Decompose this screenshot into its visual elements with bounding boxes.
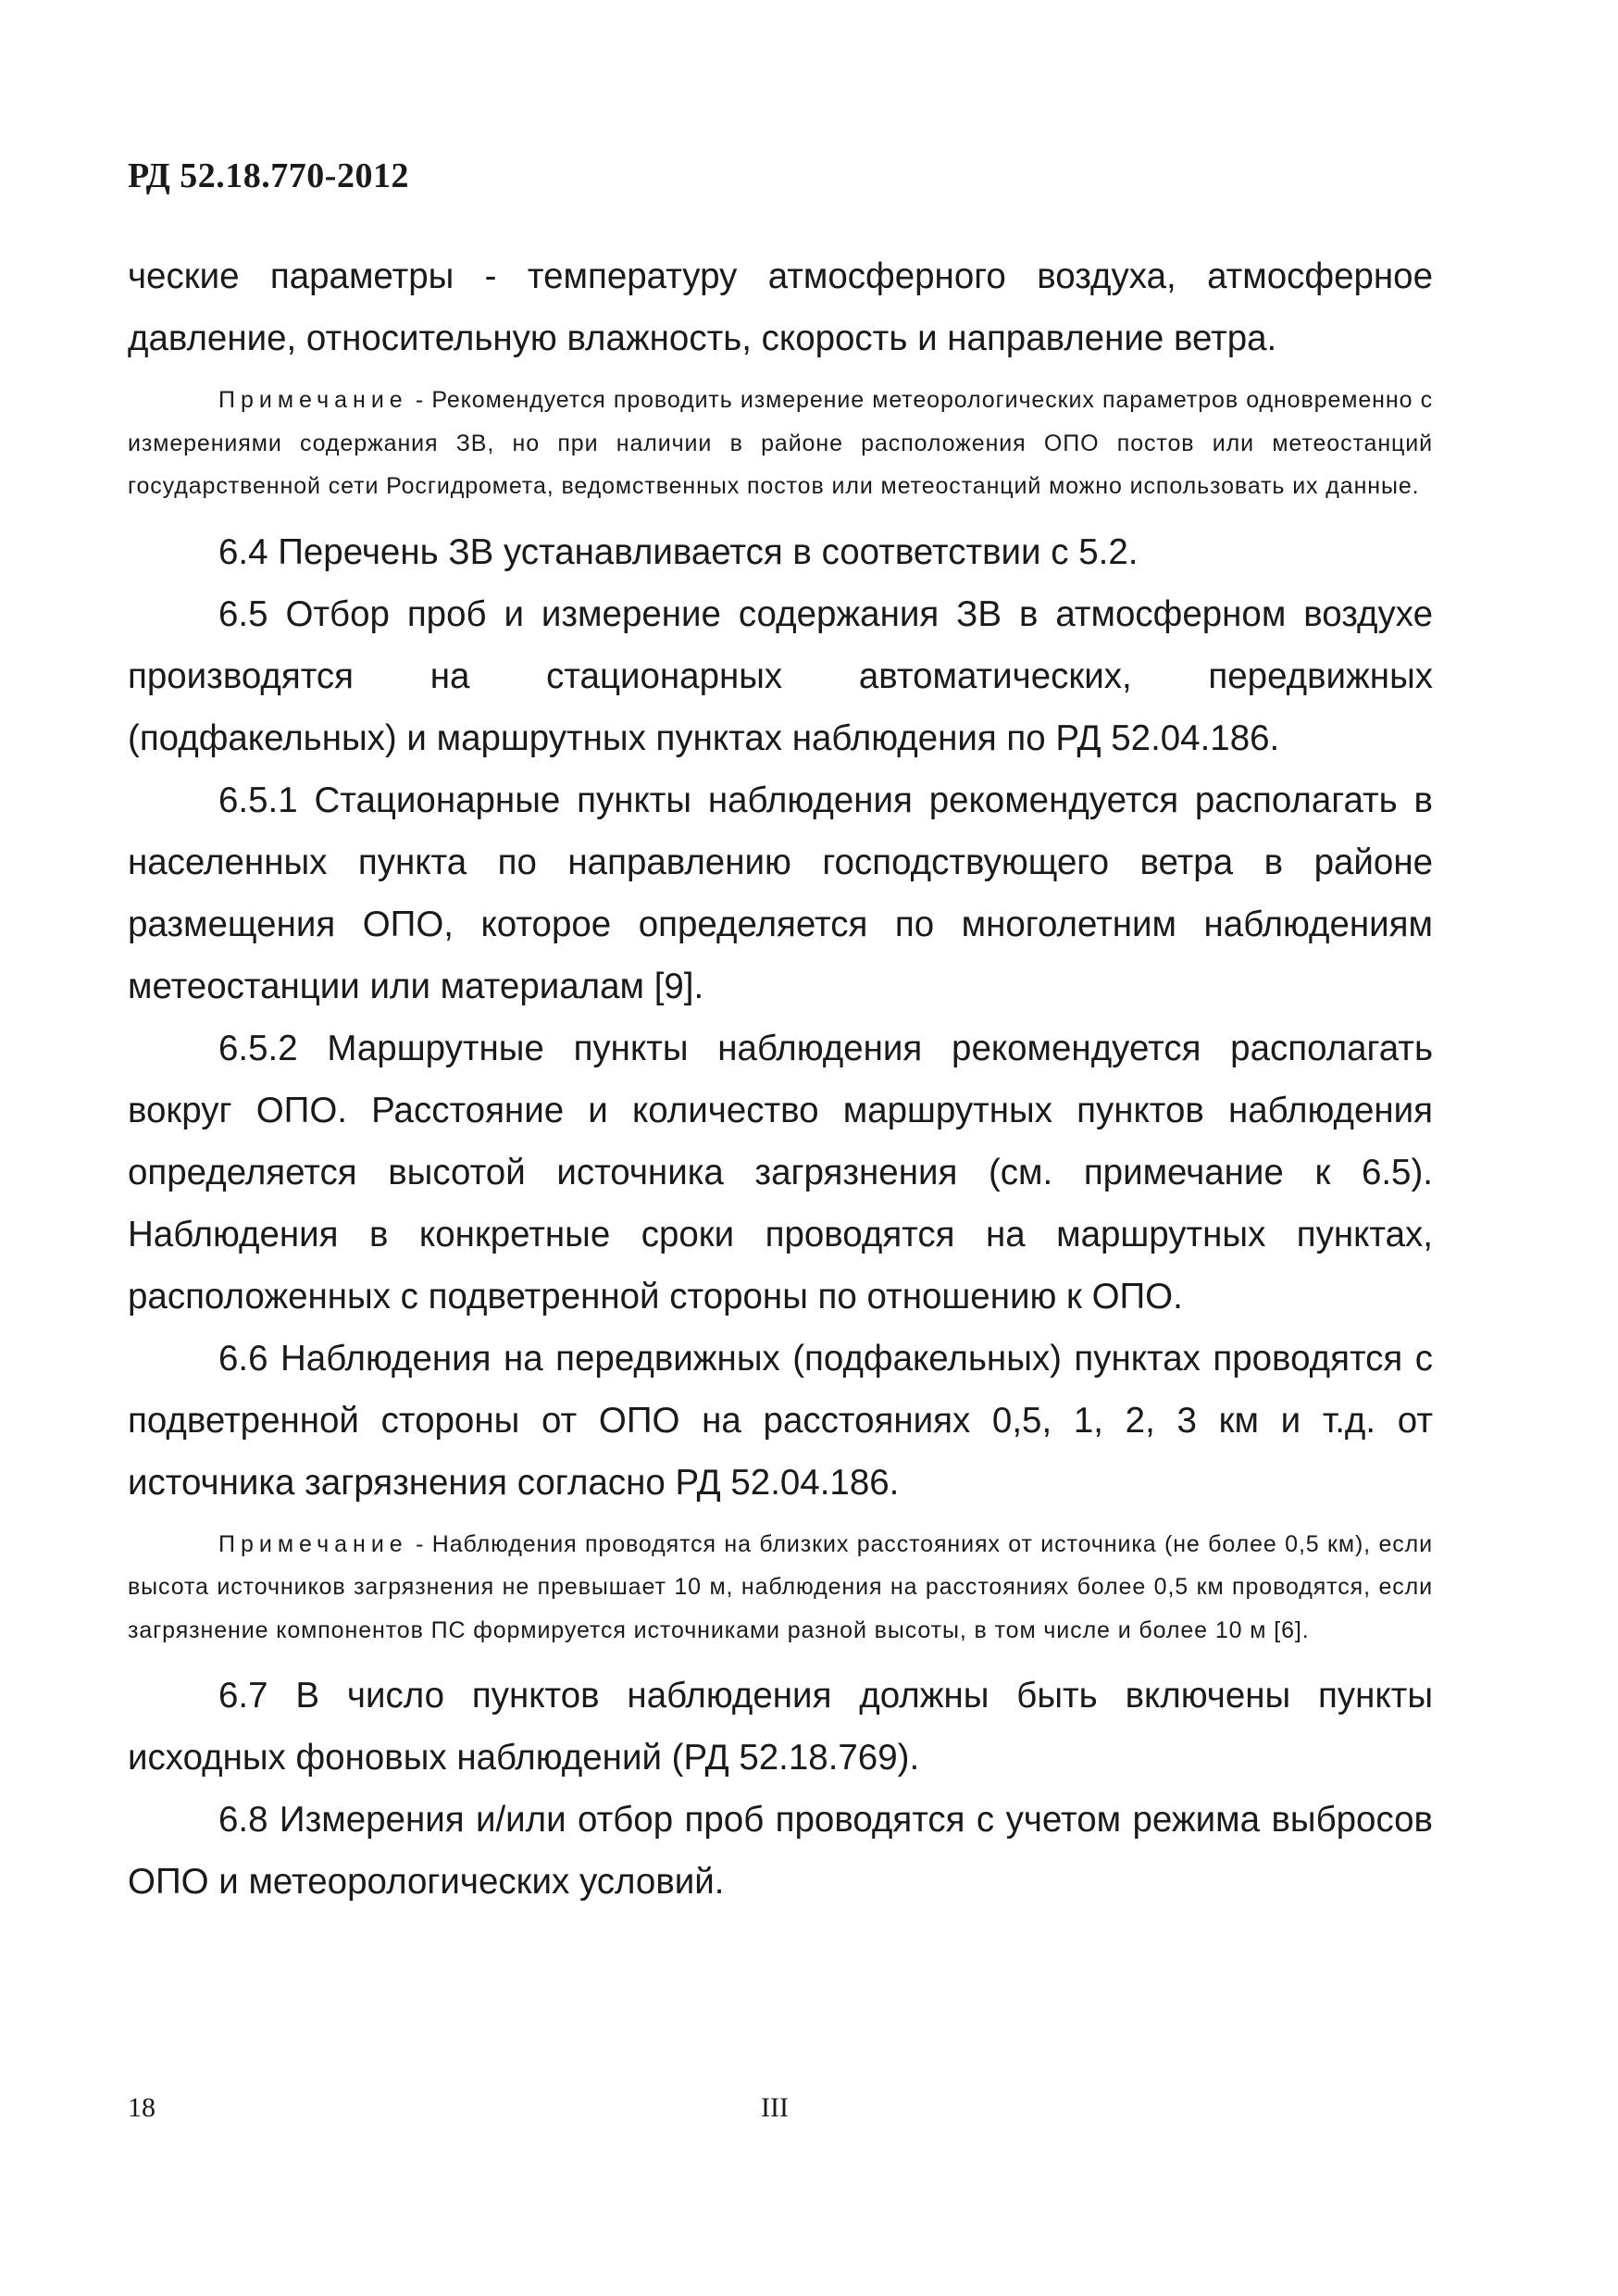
document-body (128, 245, 1433, 1913)
note-2-label: Примечание (218, 1530, 408, 1557)
note-1-label: Примечание (218, 387, 408, 413)
note-1 (128, 379, 1433, 508)
paragraph-6-5: 6.5 Отбор проб и измерение содержания ЗВ в атмосферном воздухе производятся на стационарных автоматических, передвижных (подфакельных) и маршрутных пунктах наблюдения по РД 52.04.186. (128, 593, 1433, 758)
footer-center-mark: III (761, 2092, 789, 2123)
note-2-text: - Наблюдения проводятся на близких расстояниях от источника (не более 0,5 км), если высота источников загрязнения не превышает 10 м, наблюдения на расстояниях более 0,5 км проводятся, если загрязнение компонентов ПС формируется источниками разной высоты, в том числе и более 10 м [6]. (128, 1530, 1433, 1643)
page-number: 18 (128, 2092, 156, 2123)
paragraph-6-6: 6.6 Наблюдения на передвижных (подфакельных) пунктах проводятся с подветренной стороны от ОПО на расстояниях 0,5, 1, 2, 3 км и т.д. от источника загрязнения согласно РД 52.04.186. (128, 1338, 1433, 1503)
paragraph-6-5-2: 6.5.2 Маршрутные пункты наблюдения рекомендуется располагать вокруг ОПО. Расстояние и количество маршрутных пунктов наблюдения определяется высотой источника загрязнения (см. примечание к 6.5). Наблюдения в конкретные сроки проводятся на маршрутных пунктах, расположенных с подветренной стороны по отношению к ОПО. (128, 1028, 1433, 1316)
paragraph-6-4: 6.4 Перечень ЗВ устанавливается в соответствии с 5.2. (218, 531, 1139, 572)
paragraph-continuation: ческие параметры - температуру атмосферного воздуха, атмосферное давление, относительную влажность, скорость и направление ветра. (128, 256, 1433, 358)
paragraph-6-7: 6.7 В число пунктов наблюдения должны быть включены пункты исходных фоновых наблюдений (РД 52.18.769). (128, 1676, 1433, 1778)
note-1-text: - Рекомендуется проводить измерение метеорологических параметров одновременно с измерениями содержания ЗВ, но при наличии в районе расположения ОПО постов или метеостанций государственной сети Росгидромета, ведомственных постов или метеостанций можно использовать их данные. (128, 387, 1433, 499)
paragraph-6-8: 6.8 Измерения и/или отбор проб проводятся с учетом режима выбросов ОПО и метеорологических условий. (128, 1800, 1433, 1902)
document-header: РД 52.18.770-2012 (128, 156, 409, 195)
paragraph-6-5-1: 6.5.1 Стационарные пункты наблюдения рекомендуется располагать в населенных пункта по направлению господствующего ветра в районе размещения ОПО, которое определяется по многолетним наблюдениям метеостанции или материалам [9]. (128, 780, 1433, 1006)
note-2 (128, 1523, 1433, 1653)
